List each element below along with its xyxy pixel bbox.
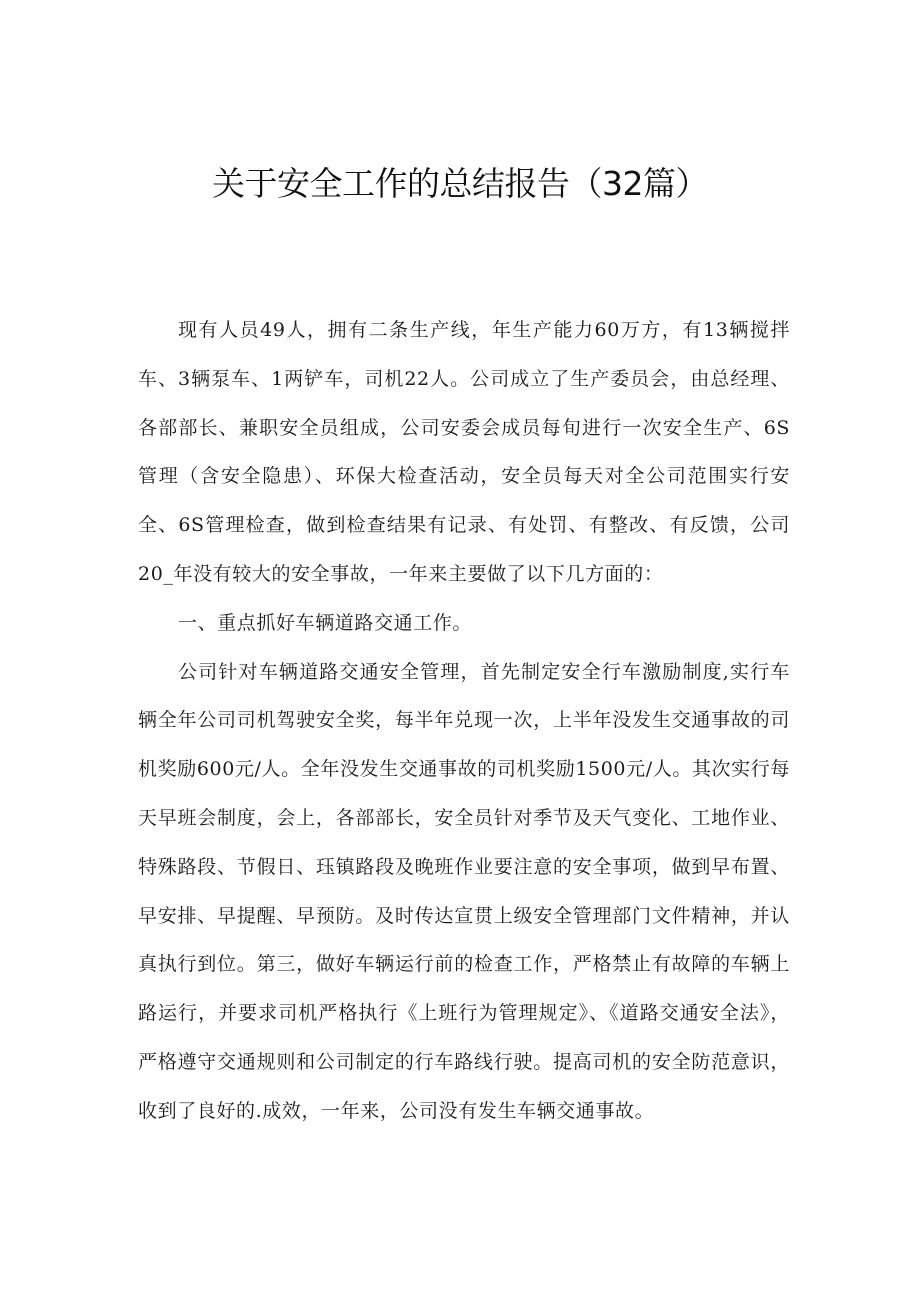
paragraph-intro: 现有人员49人，拥有二条生产线，年生产能力60万方，有13辆搅拌车、3辆泵车、1两铲车，司机22人。公司成立了生产委员会，由总经理、各部部长、兼职安全员组成，公司安委会成员每旬进行一次安全生产、6S管理（含安全隐患）、环保大检查活动，安全员每天对全公司范围实行安全、6S管理检查，做到检查结果有记录、有处罚、有整改、有反馈，公司20_年没有较大的安全事故，一年来主要做了以下几方面的： xyxy=(138,319,790,585)
section-heading-traffic: 一、重点抓好车辆道路交通工作。 xyxy=(178,611,473,634)
document-title: 关于安全工作的总结报告（32篇） xyxy=(212,164,708,203)
paragraph-traffic-management: 公司针对车辆道路交通安全管理，首先制定安全行车激励制度,实行车辆全年公司司机驾驶安全奖，每半年兑现一次，上半年没发生交通事故的司机奖励600元/人。全年没发生交通事故的司机奖励1500元/人。其次实行每天早班会制度，会上，各部部长，安全员针对季节及天气变化、工地作业、特殊路段、节假日、珏镇路段及晚班作业要注意的安全事项，做到早布置、早安排、早提醒、早预防。及时传达宣贯上级安全管理部门文件精神，并认真执行到位。第三，做好车辆运行前的检查工作，严格禁止有故障的车辆上路运行，并要求司机严格执行《上班行为管理规定》、《道路交通安全法》，严格遵守交通规则和公司制定的行车路线行驶。提高司机的安全防范意识，收到了良好的.成效，一年来，公司没有发生车辆交通事故。 xyxy=(138,660,790,1122)
document-body xyxy=(138,306,790,1136)
